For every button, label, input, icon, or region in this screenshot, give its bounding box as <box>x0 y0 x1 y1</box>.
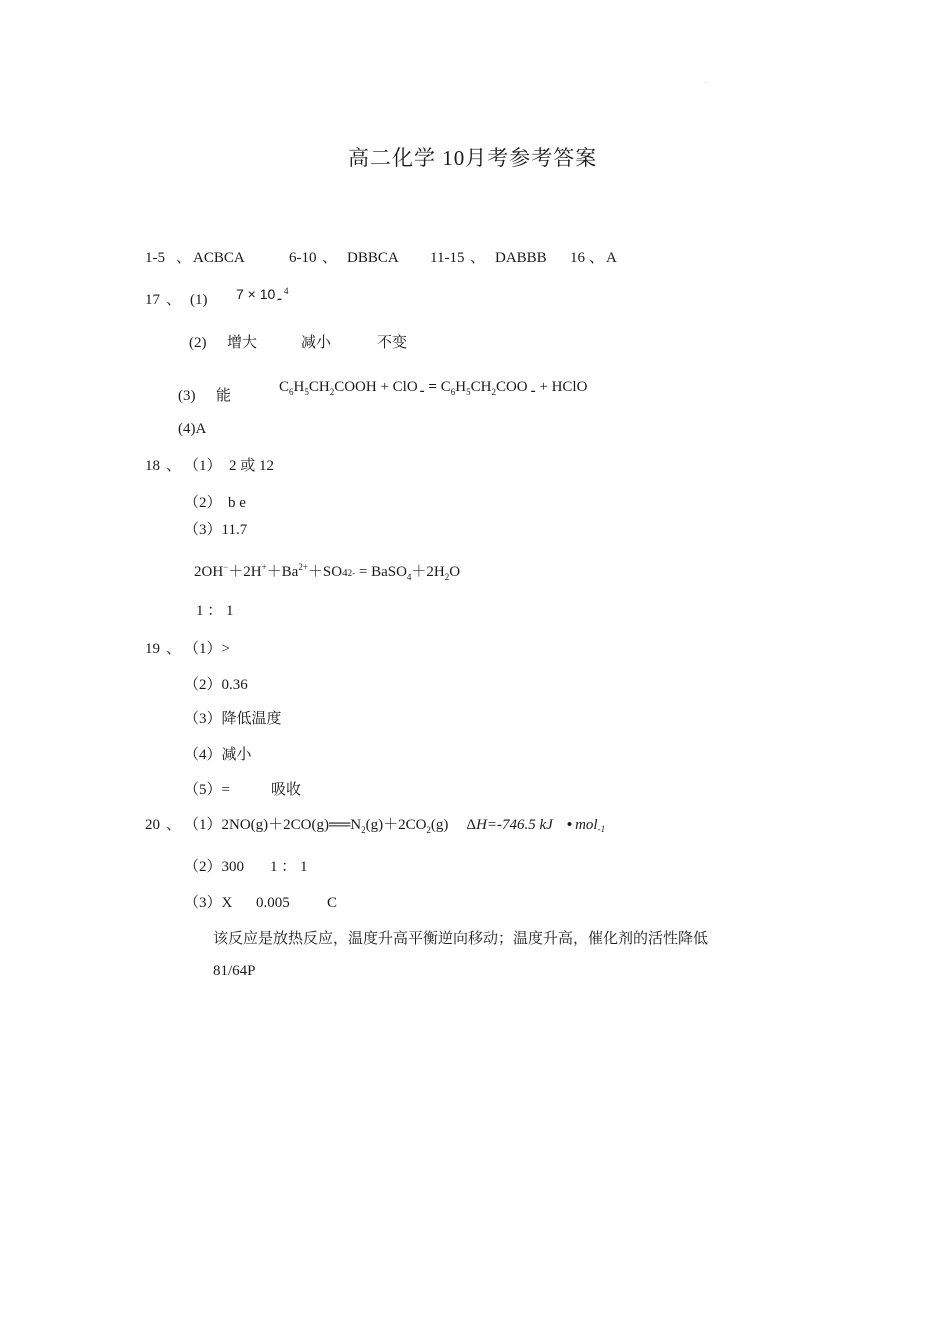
eq-part: CH <box>470 379 492 395</box>
ka-minus: - <box>277 291 282 307</box>
part-label: （2） <box>184 495 222 511</box>
reaction-equation <box>279 379 588 399</box>
eq-minus: - <box>419 383 425 399</box>
unit-mol: mol <box>575 817 598 833</box>
mc-sep: 、 <box>176 250 192 266</box>
answer-increase: 增大 <box>227 335 258 351</box>
part-2-answer: （2）0.36 <box>184 677 248 693</box>
page-title: 高二化学 10月考参考答案 <box>348 146 598 170</box>
question-number: 19 <box>145 641 160 657</box>
ka-base: 7 × 10 <box>236 286 276 302</box>
part-4-answer: （4）减小 <box>184 747 252 763</box>
question-number: 18 <box>145 458 160 474</box>
eq-part: C <box>440 379 451 395</box>
part-3-kp: 81/64P <box>213 963 256 979</box>
question-sep: 、 <box>166 817 182 833</box>
enthalpy-value: H=-746.5 kJ <box>476 817 553 833</box>
part-1-answer: （1）> <box>184 641 230 657</box>
dot-operator: • <box>566 817 573 833</box>
eq-part: (g)＋2CO <box>365 817 427 833</box>
answer-can: 能 <box>216 388 232 404</box>
ionic-equation <box>194 562 461 582</box>
part-3-option: C <box>327 895 338 911</box>
eq-part: ＋2H <box>228 564 262 580</box>
eq-sup-inline: 2- <box>347 568 356 578</box>
part-3-answer: （3）11.7 <box>184 522 248 538</box>
part-5-answer: （5）= <box>184 782 230 798</box>
eq-part: ＋Ba <box>266 564 299 580</box>
part-3-value: 0.005 <box>256 895 290 911</box>
eq-part: 2OH <box>194 564 224 580</box>
eq-sub: 2 <box>491 387 496 397</box>
eq-part: ＋SO <box>307 564 343 580</box>
mc-answer-16: A <box>606 250 617 266</box>
thermochemical-equation <box>184 818 605 833</box>
part-3-answer: （3）X <box>184 895 233 911</box>
part-2-answer: b e <box>228 495 246 511</box>
ka-exponent: 4 <box>284 286 289 296</box>
eq-part: （1）2NO(g)＋2CO(g)══N <box>184 817 362 833</box>
part-5-absorb: 吸收 <box>271 782 302 798</box>
mc-answer-1-5: ACBCA <box>193 250 245 266</box>
eq-sub: 5 <box>466 387 471 397</box>
eq-part: H <box>293 379 305 395</box>
question-number: 17 <box>145 292 160 308</box>
page-mark <box>705 82 706 83</box>
mc-answer-11-15: DABBB <box>495 250 547 266</box>
eq-sub-inline: 4 <box>342 567 348 579</box>
eq-part: COO <box>495 379 528 395</box>
mc-sep: 、 <box>589 250 605 266</box>
eq-minus: - <box>530 383 536 399</box>
question-sep: 、 <box>166 641 182 657</box>
part-1-answer: 2 或 12 <box>229 458 275 474</box>
question-sep: 、 <box>166 458 182 474</box>
question-number: 20 <box>145 817 160 833</box>
part-label: (3) <box>178 388 196 404</box>
eq-sup: + <box>261 562 267 572</box>
eq-sub: 2 <box>329 387 335 397</box>
mc-range-6-10: 6-10 <box>289 250 317 266</box>
eq-equals: = <box>424 379 441 395</box>
eq-part: ＋2H <box>411 564 445 580</box>
question-sep: 、 <box>166 292 182 308</box>
mc-sep: 、 <box>470 250 486 266</box>
eq-sub: 6 <box>450 387 456 397</box>
eq-part: H <box>455 379 467 395</box>
eq-part: = BaSO <box>355 564 407 580</box>
part-label: (2) <box>189 335 207 351</box>
mc-range-11-15: 11-15 <box>430 250 465 266</box>
eq-sub: 2 <box>361 825 366 835</box>
part-3-explanation: 该反应是放热反应，温度升高平衡逆向移动；温度升高，催化剂的活性降低 <box>213 931 709 947</box>
mc-range-16: 16 <box>570 250 585 266</box>
answer-decrease: 减小 <box>301 335 332 351</box>
eq-sub: 6 <box>289 387 294 397</box>
eq-sub: 5 <box>304 387 309 397</box>
answer-unchanged: 不变 <box>377 335 408 351</box>
part-3-answer: （3）降低温度 <box>184 711 282 727</box>
part-4-answer: (4)A <box>178 421 207 437</box>
eq-sub: 2 <box>426 825 431 835</box>
ratio-answer: 1 ： 1 <box>196 603 234 619</box>
eq-part: (g) <box>430 817 449 833</box>
eq-part: + HClO <box>535 379 588 395</box>
mc-answer-6-10: DBBCA <box>347 250 399 266</box>
eq-sup: − <box>223 562 229 572</box>
part-label: (1) <box>190 292 208 308</box>
mc-range-1-5: 1-5 <box>145 250 165 266</box>
eq-sub: 2 <box>444 572 450 582</box>
delta-symbol: Δ <box>466 817 477 833</box>
eq-part: COOH + ClO <box>334 379 418 395</box>
eq-sub: 4 <box>406 572 412 582</box>
eq-sup: 2+ <box>298 562 308 572</box>
eq-part: O <box>449 564 461 580</box>
part-label: （1） <box>184 458 222 474</box>
part-2-ratio: 1 ： 1 <box>270 859 308 875</box>
eq-part: CH <box>308 379 330 395</box>
mc-sep: 、 <box>322 250 338 266</box>
unit-exponent: -1 <box>597 824 606 834</box>
part-2-answer: （2）300 <box>184 859 245 875</box>
eq-part: C <box>279 379 290 395</box>
